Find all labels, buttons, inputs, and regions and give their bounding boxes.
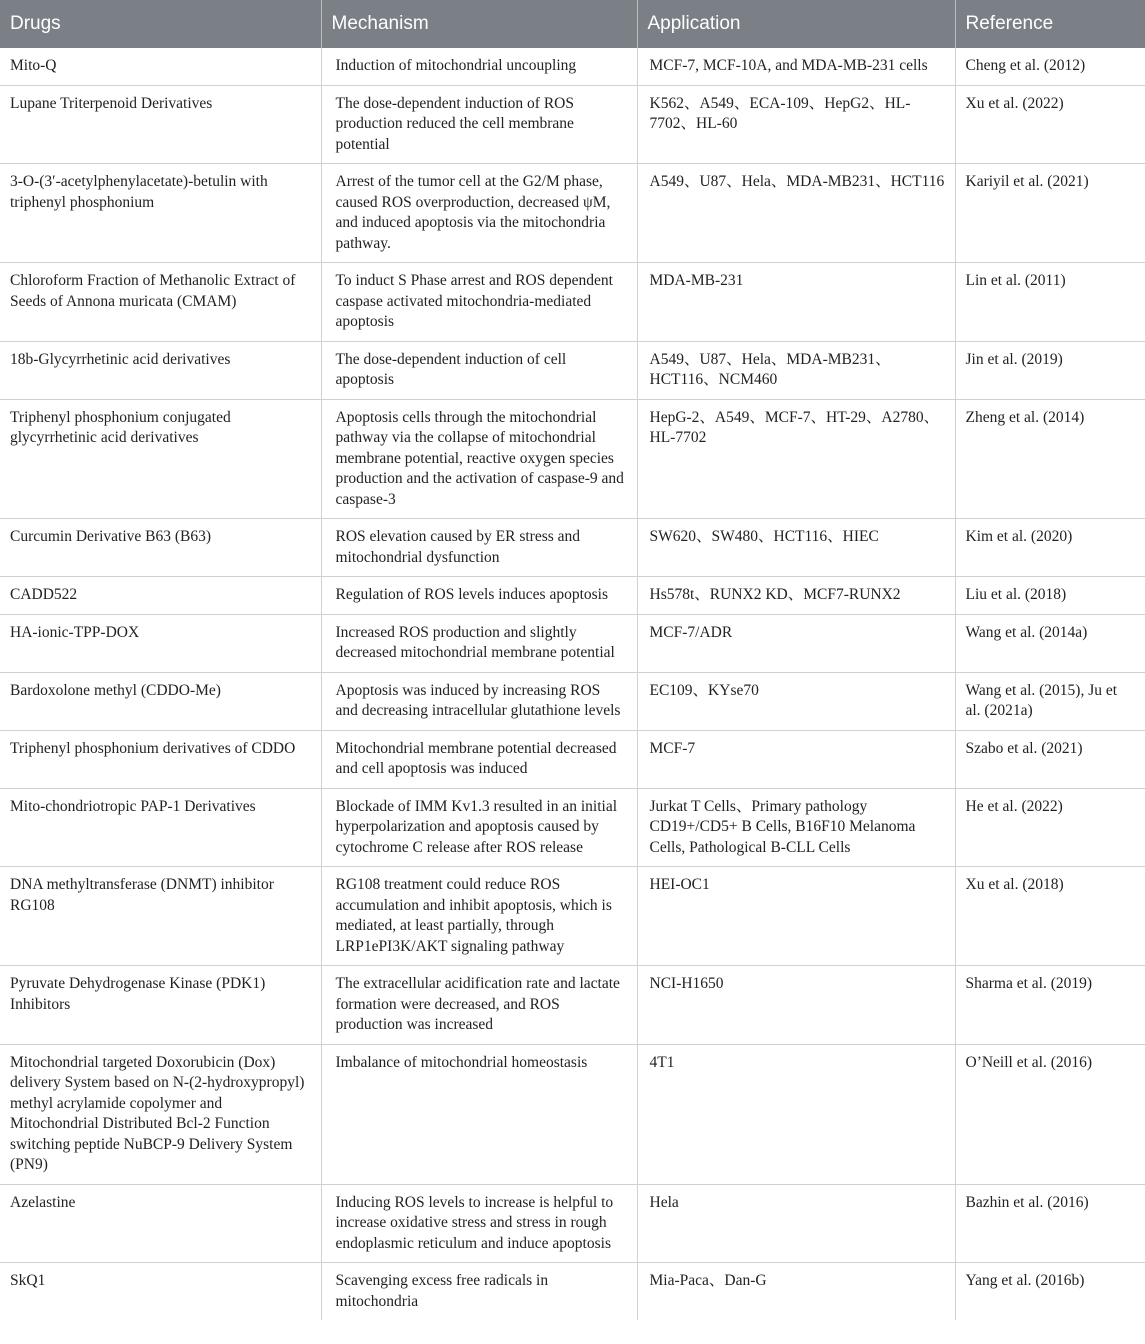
reference-cell: Lin et al. (2011) — [955, 263, 1145, 342]
reference-cell: Sharma et al. (2019) — [955, 966, 1145, 1045]
header-mechanism: Mechanism — [321, 0, 637, 48]
drug-cell: 18b-Glycyrrhetinic acid derivatives — [0, 341, 321, 399]
application-cell: NCI-H1650 — [637, 966, 955, 1045]
drug-cell: Triphenyl phosphonium conjugated glycyrrhetinic acid derivatives — [0, 399, 321, 519]
reference-cell: Xu et al. (2018) — [955, 867, 1145, 966]
table-row — [0, 867, 1145, 966]
table-row — [0, 614, 1145, 672]
table-row — [0, 672, 1145, 730]
drug-cell: HA-ionic-TPP-DOX — [0, 614, 321, 672]
application-cell: EC109、KYse70 — [637, 672, 955, 730]
mechanism-cell: The dose-dependent induction of ROS production reduced the cell membrane potential — [321, 85, 637, 164]
mechanism-cell: The extracellular acidification rate and lactate formation were decreased, and ROS production was increased — [321, 966, 637, 1045]
mechanism-cell: Induction of mitochondrial uncoupling — [321, 48, 637, 85]
application-cell: A549、U87、Hela、MDA-MB231、HCT116、NCM460 — [637, 341, 955, 399]
drug-cell: SkQ1 — [0, 1263, 321, 1321]
table-row — [0, 85, 1145, 164]
table-body — [0, 48, 1145, 1320]
drug-cell: 3-O-(3′-acetylphenylacetate)-betulin with triphenyl phosphonium — [0, 164, 321, 263]
reference-cell: Kariyil et al. (2021) — [955, 164, 1145, 263]
table-row — [0, 730, 1145, 788]
table-row — [0, 788, 1145, 867]
drug-cell: Mito-chondriotropic PAP-1 Derivatives — [0, 788, 321, 867]
reference-cell: Kim et al. (2020) — [955, 519, 1145, 577]
application-cell: Mia-Paca、Dan-G — [637, 1263, 955, 1321]
drug-cell: Mito-Q — [0, 48, 321, 85]
reference-cell: Yang et al. (2016b) — [965, 1272, 1085, 1289]
table-row — [0, 966, 1145, 1045]
mechanism-cell: Increased ROS production and slightly decreased mitochondrial membrane potential — [321, 614, 637, 672]
table-row — [0, 1263, 1145, 1321]
reference-cell: He et al. (2022) — [955, 788, 1145, 867]
drug-cell: Bardoxolone methyl (CDDO-Me) — [0, 672, 321, 730]
drug-cell: Mitochondrial targeted Doxorubicin (Dox) delivery System based on N-(2-hydroxypropyl) methyl acrylamide copolymer and Mitochondrial Distributed Bcl-2 Function switching peptide NuBCP-9 Delivery System (PN9) — [0, 1044, 321, 1184]
table-row — [0, 341, 1145, 399]
reference-cell: Wang et al. (2014a) — [955, 614, 1145, 672]
reference-cell: Szabo et al. (2021) — [955, 730, 1145, 788]
drug-cell: Pyruvate Dehydrogenase Kinase (PDK1) Inhibitors — [0, 966, 321, 1045]
reference-cell: Cheng et al. (2012) — [955, 48, 1145, 85]
drug-cell: Chloroform Fraction of Methanolic Extract of Seeds of Annona muricata (CMAM) — [0, 263, 321, 342]
drug-cell: DNA methyltransferase (DNMT) inhibitor RG108 — [0, 867, 321, 966]
reference-cell: Jin et al. (2019) — [955, 341, 1145, 399]
table-row — [0, 577, 1145, 615]
mechanism-cell: Apoptosis cells through the mitochondrial pathway via the collapse of mitochondrial membrane potential, reactive oxygen species production and the activation of caspase-9 and caspase-3 — [321, 399, 637, 519]
application-cell: SW620、SW480、HCT116、HIEC — [637, 519, 955, 577]
header-application: Application — [637, 0, 955, 48]
application-cell: Hela — [637, 1184, 955, 1263]
application-cell: MCF-7, MCF-10A, and MDA-MB-231 cells — [637, 48, 955, 85]
drug-cell: Azelastine — [0, 1184, 321, 1263]
table-row — [0, 164, 1145, 263]
application-cell: HEI-OC1 — [637, 867, 955, 966]
reference-cell: Zheng et al. (2014) — [955, 399, 1145, 519]
table-row — [0, 48, 1145, 85]
mechanism-cell: Arrest of the tumor cell at the G2/M phase, caused ROS overproduction, decreased ψM, and induced apoptosis via the mitochondria pathway. — [321, 164, 637, 263]
drug-cell: Triphenyl phosphonium derivatives of CDDO — [0, 730, 321, 788]
table-row — [0, 1184, 1145, 1263]
reference-cell: Xu et al. (2022) — [955, 85, 1145, 164]
header-reference: Reference — [955, 0, 1145, 48]
application-cell: MCF-7/ADR — [637, 614, 955, 672]
table-row — [0, 263, 1145, 342]
mechanism-cell: To induct S Phase arrest and ROS dependent caspase activated mitochondria-mediated apoptosis — [321, 263, 637, 342]
header-row — [0, 0, 1145, 48]
mechanism-cell: Inducing ROS levels to increase is helpful to increase oxidative stress and stress in rough endoplasmic reticulum and induce apoptosis — [321, 1184, 637, 1263]
reference-cell: Liu et al. (2018) — [955, 577, 1145, 615]
mechanism-cell: Regulation of ROS levels induces apoptosis — [321, 577, 637, 615]
mechanism-cell: RG108 treatment could reduce ROS accumulation and inhibit apoptosis, which is mediated, at least partially, through LRP1ePI3K/AKT signaling pathway — [321, 867, 637, 966]
table-row — [0, 519, 1145, 577]
drug-cell: Curcumin Derivative B63 (B63) — [0, 519, 321, 577]
reference-cell: Wang et al. (2015), Ju et al. (2021a) — [955, 672, 1145, 730]
header-drugs: Drugs — [0, 0, 321, 48]
application-cell: Jurkat T Cells、Primary pathology CD19+/CD5+ B Cells, B16F10 Melanoma Cells, Pathological B-CLL Cells — [637, 788, 955, 867]
application-cell: HepG-2、A549、MCF-7、HT-29、A2780、HL-7702 — [637, 399, 955, 519]
table-row — [0, 399, 1145, 519]
reference-cell: O’Neill et al. (2016) — [955, 1044, 1145, 1184]
application-cell: 4T1 — [637, 1044, 955, 1184]
mechanism-cell: Scavenging excess free radicals in mitochondria — [321, 1263, 637, 1321]
mechanism-cell: Blockade of IMM Kv1.3 resulted in an initial hyperpolarization and apoptosis caused by cytochrome C release after ROS release — [321, 788, 637, 867]
mechanism-cell: Mitochondrial membrane potential decreased and cell apoptosis was induced — [321, 730, 637, 788]
application-cell: MDA-MB-231 — [637, 263, 955, 342]
drug-cell: CADD522 — [0, 577, 321, 615]
drug-cell: Lupane Triterpenoid Derivatives — [0, 85, 321, 164]
mechanism-cell: Apoptosis was induced by increasing ROS and decreasing intracellular glutathione levels — [321, 672, 637, 730]
application-cell: K562、A549、ECA-109、HepG2、HL-7702、HL-60 — [637, 85, 955, 164]
reference-cell: Bazhin et al. (2016) — [955, 1184, 1145, 1263]
mechanism-cell: The dose-dependent induction of cell apoptosis — [321, 341, 637, 399]
application-cell: Hs578t、RUNX2 KD、MCF7-RUNX2 — [637, 577, 955, 615]
table-header — [0, 0, 1145, 48]
table-row — [0, 1044, 1145, 1184]
mechanism-cell: ROS elevation caused by ER stress and mitochondrial dysfunction — [321, 519, 637, 577]
application-cell: MCF-7 — [637, 730, 955, 788]
mechanism-cell: Imbalance of mitochondrial homeostasis — [321, 1044, 637, 1184]
application-cell: A549、U87、Hela、MDA-MB231、HCT116 — [637, 164, 955, 263]
